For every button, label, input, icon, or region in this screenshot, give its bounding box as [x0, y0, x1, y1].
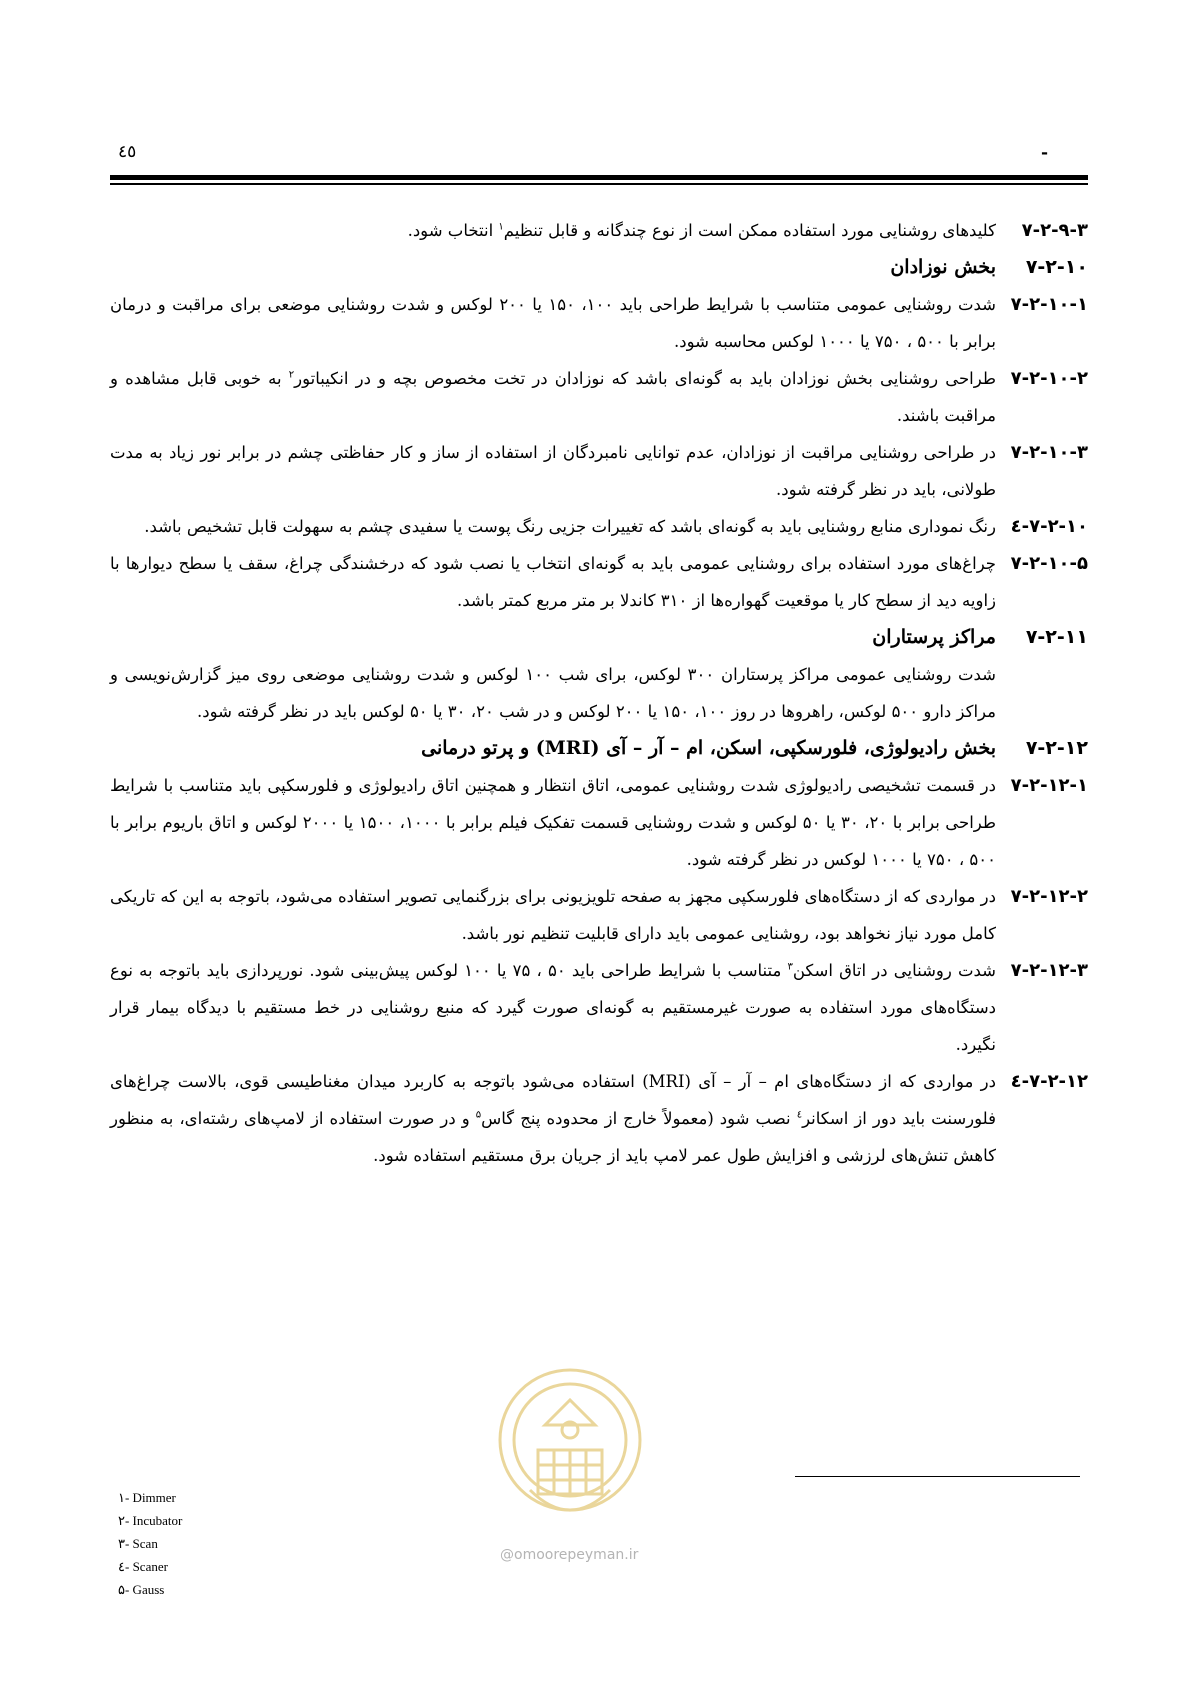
clause-item: [110, 878, 1088, 952]
clause-number: ۷-۲-۱۲-۱: [1010, 775, 1088, 796]
footnotes: [118, 1486, 182, 1601]
clause-number: ۷-۲-۱۱: [1025, 626, 1088, 648]
header-rule-thick: [110, 175, 1088, 180]
clause-number: ۷-۲-۱۰-٤: [1010, 516, 1088, 537]
clause-text: رنگ نموداری منابع روشنایی باید به گونه‌ای باشد که تغییرات جزیی رنگ پوست یا سفیدی چشم به سهولت قابل تشخیص باشد.: [144, 517, 996, 536]
clause-number: ۷-۲-۱۰: [1025, 256, 1088, 278]
clause-number: ۷-۲-۱۲-۲: [1010, 886, 1088, 907]
footnote-marker: ۵: [475, 1109, 482, 1121]
footnote-marker: ۲: [288, 369, 295, 381]
clause-number: ۷-۲-۱۰-۳: [1010, 442, 1088, 463]
heading-text: بخش رادیولوژی، فلورسکپی، اسکن، ام – آر – آی (MRI) و پرتو درمانی: [421, 737, 996, 759]
logo-watermark-icon: [470, 1330, 670, 1580]
clause-text: طراحی روشنایی بخش نوزادان باید به گونه‌ای باشد که نوزادان در تخت مخصوص بچه و در انکیباتور$^۲$ به خوبی قابل مشاهده و مراقبت باشند.: [110, 369, 997, 425]
clause-text: در مواردی که از دستگاه‌های ام – آر – آی (MRI) استفاده می‌شود باتوجه به کاربرد میدان مغناطیسی قوی، بالاست چراغ‌های فلورسنت باید دور از اسکانر$^٤$ نصب شود (معمولاً خارج از محدوده پنج گاس$^۵$ و در صورت استفاده از لامپ‌های رشته‌ای، به منظور کاهش تنش‌های لرزشی و افزایش طول عمر لامپ باید از جریان برق مستقیم استفاده شود.: [110, 1072, 997, 1165]
clause-item: [110, 286, 1088, 360]
watermark-text: @omoorepeyman.ir: [500, 1547, 639, 1563]
clause-item: [110, 952, 1088, 1063]
section-heading: [110, 249, 1088, 286]
footnote-entry: ۱- Dimmer: [118, 1490, 176, 1505]
footnote-entry: ۲- Incubator: [118, 1513, 183, 1528]
paragraph: [110, 656, 1088, 730]
footnote-entry: ۵- Gauss: [118, 1582, 165, 1597]
body-content: [110, 212, 1088, 1174]
clause-text: کلیدهای روشنایی مورد استفاده ممکن است از نوع چندگانه و قابل تنظیم$^۱$ انتخاب شود.: [407, 221, 996, 240]
clause-item: [110, 1063, 1088, 1174]
footnote-marker: ۳: [787, 961, 793, 973]
footnote-marker: ٤: [796, 1109, 803, 1121]
clause-text: شدت روشنایی عمومی مراکز پرستاران ۳۰۰ لوکس، برای شب ۱۰۰ لوکس و شدت روشنایی موضعی روی میز گزارش‌نویسی و مراکز دارو ۵۰۰ لوکس، راهروها در روز ۱۰۰، ۱۵۰ یا ۲۰۰ لوکس و در شب ۲۰، ۳۰ یا ۵۰ لوکس باید در نظر گرفته شود.: [110, 665, 996, 721]
footnote-entry: ٤- Scaner: [118, 1559, 168, 1574]
clause-number: ۷-۲-۱۲-۳: [1010, 960, 1088, 981]
clause-text: در مواردی که از دستگاه‌های فلورسکپی مجهز به صفحه تلویزیونی برای بزرگنمایی تصویر استفاده می‌شود، باتوجه به این که تاریکی کامل مورد نیاز نخواهد بود، روشنایی عمومی باید دارای قابلیت تنظیم نور باشد.: [110, 887, 996, 943]
header-dash: -: [1040, 143, 1048, 163]
clause-item: [110, 360, 1088, 434]
clause-item: [110, 508, 1088, 545]
footnote-marker: ۱: [498, 221, 504, 233]
clause-text: شدت روشنایی در اتاق اسکن$^۳$ متناسب با شرایط طراحی باید ۵۰ ، ۷۵ یا ۱۰۰ لوکس پیش‌بینی شود. نورپردازی باید باتوجه به نوع دستگاه‌های مورد استفاده به صورت غیرمستقیم به گونه‌ای صورت گیرد که منبع روشنایی در خط مستقیم با دیدگاه بیمار قرار نگیرد.: [110, 961, 996, 1054]
footnote-rule: [795, 1476, 1080, 1477]
heading-text: مراکز پرستاران: [872, 626, 996, 648]
clause-text: چراغ‌های مورد استفاده برای روشنایی عمومی باید به گونه‌ای انتخاب یا نصب شود که درخشندگی چراغ، سقف یا سطح دیوارها با زاویه دید از سطح کار یا موقعیت گهواره‌ها از ۳۱۰ کاندلا بر متر مربع کمتر باشد.: [110, 554, 996, 610]
clause-item: [110, 767, 1088, 878]
clause-number: ۷-۲-۹-۳: [1021, 220, 1088, 241]
clause-number: ۷-۲-۱۲-٤: [1010, 1071, 1088, 1092]
clause-item: [110, 434, 1088, 508]
header-rule-thin: [110, 183, 1088, 185]
clause-text: در قسمت تشخیصی رادیولوژی شدت روشنایی عمومی، اتاق انتظار و همچنین اتاق رادیولوژی و فلورسکپی باید متناسب با شرایط طراحی برابر با ۲۰، ۳۰ یا ۵۰ لوکس و شدت روشنایی قسمت تفکیک فیلم برابر با ۱۰۰۰، ۱۵۰۰ یا ۲۰۰۰ لوکس و اتاق باریوم برابر با ۵۰۰ ، ۷۵۰ یا ۱۰۰۰ لوکس در نظر گرفته شود.: [110, 776, 997, 869]
clause-number: ۷-۲-۱۰-۱: [1010, 294, 1088, 315]
section-heading: [110, 730, 1088, 767]
clause-text: در طراحی روشنایی مراقبت از نوزادان، عدم توانایی نامبردگان از استفاده از ساز و کار حفاظتی چشم در برابر نور زیاد به مدت طولانی، باید در نظر گرفته شود.: [110, 443, 996, 499]
clause-number: ۷-۲-۱۲: [1025, 737, 1088, 759]
footnote-entry: ۳- Scan: [118, 1536, 158, 1551]
clause-number: ۷-۲-۱۰-۵: [1010, 553, 1088, 574]
clause-number: ۷-۲-۱۰-۲: [1010, 368, 1088, 389]
clause-item: [110, 212, 1088, 249]
section-heading: [110, 619, 1088, 656]
clause-item: [110, 545, 1088, 619]
clause-text: شدت روشنایی عمومی متناسب با شرایط طراحی باید ۱۰۰، ۱۵۰ یا ۲۰۰ لوکس و شدت روشنایی موضعی برای مراقبت و درمان برابر با ۵۰۰ ، ۷۵۰ یا ۱۰۰۰ لوکس محاسبه شود.: [110, 295, 997, 351]
heading-text: بخش نوزادان: [890, 256, 996, 278]
page-number: ٤٥: [118, 142, 137, 162]
